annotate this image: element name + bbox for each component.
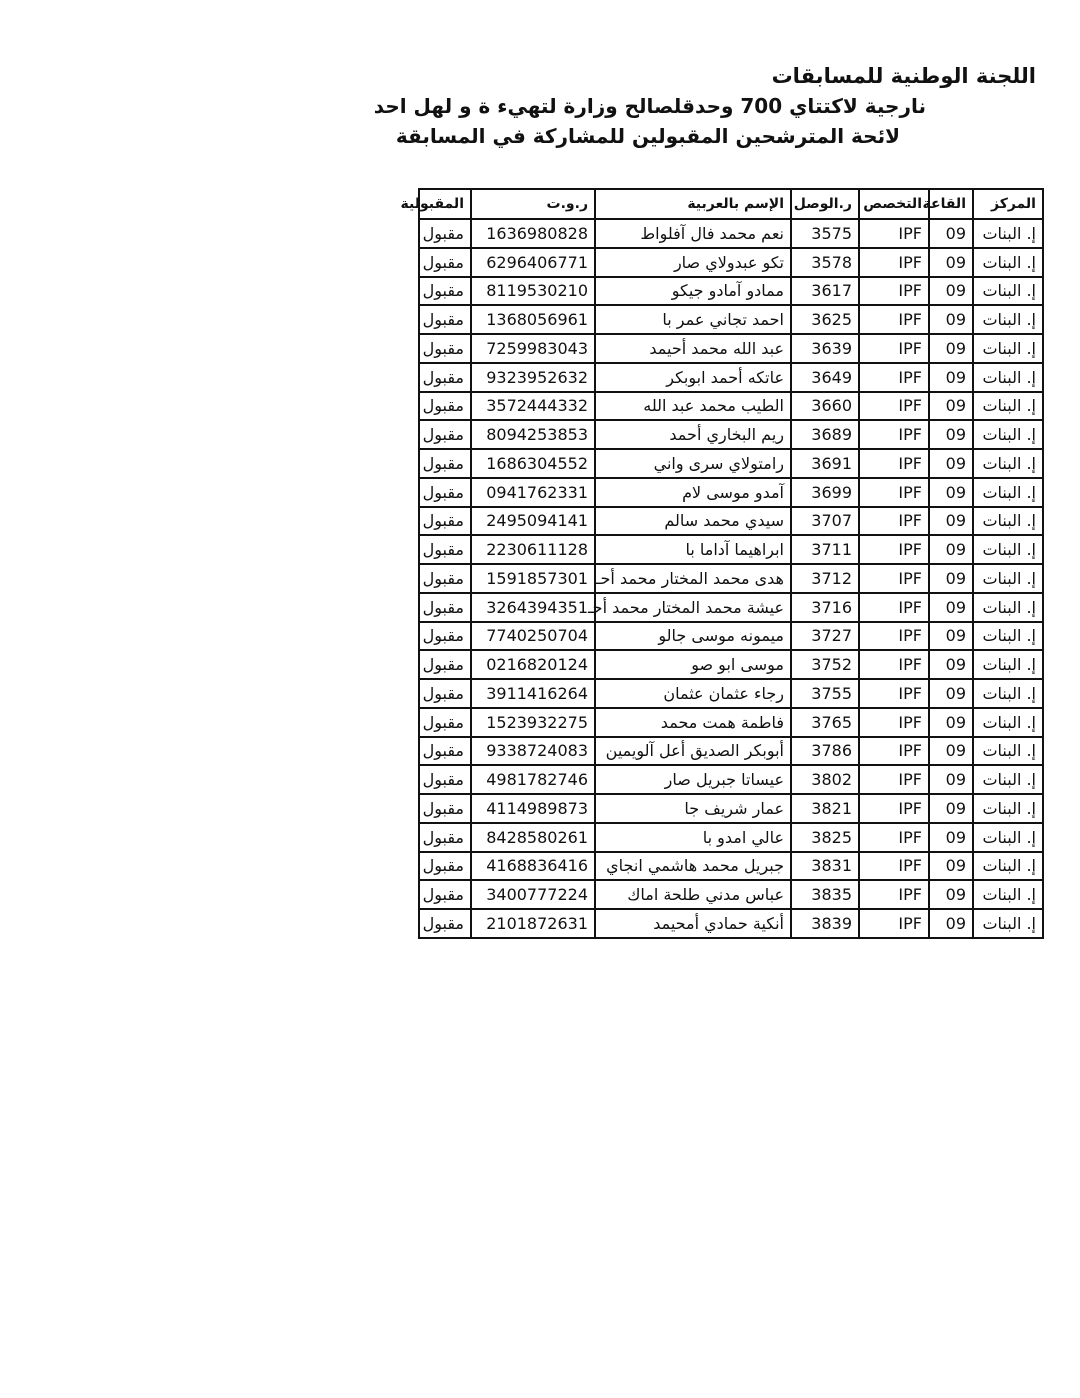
cell-center: إ. البنات (973, 363, 1043, 392)
cell-nni: 6296406771 (471, 248, 595, 277)
cell-room: 09 (929, 650, 973, 679)
cell-nni: 3400777224 (471, 880, 595, 909)
cell-nni: 1523932275 (471, 708, 595, 737)
cell-arabic-name: سيدي محمد سالم (595, 507, 791, 536)
cell-arabic-name: ممادو آمادو جيكو (595, 277, 791, 306)
cell-arabic-name: آمدو موسى لام (595, 478, 791, 507)
cell-nni: 8119530210 (471, 277, 595, 306)
cell-center: إ. البنات (973, 420, 1043, 449)
cell-center: إ. البنات (973, 564, 1043, 593)
cell-room: 09 (929, 909, 973, 938)
cell-center: إ. البنات (973, 852, 1043, 881)
cell-nni: 0216820124 (471, 650, 595, 679)
table-row (419, 535, 1043, 564)
cell-nni: 0941762331 (471, 478, 595, 507)
cell-specialty: IPF (859, 392, 929, 421)
cell-room: 09 (929, 765, 973, 794)
cell-receipt-number: 3707 (791, 507, 859, 536)
cell-receipt-number: 3802 (791, 765, 859, 794)
table-row (419, 852, 1043, 881)
cell-specialty: IPF (859, 765, 929, 794)
cell-receipt-number: 3578 (791, 248, 859, 277)
cell-specialty: IPF (859, 363, 929, 392)
cell-admissibility: مقبول (419, 449, 471, 478)
table-body (419, 219, 1043, 938)
cell-receipt-number: 3831 (791, 852, 859, 881)
cell-center: إ. البنات (973, 305, 1043, 334)
cell-arabic-name: فاطمة همت محمد (595, 708, 791, 737)
cell-specialty: IPF (859, 852, 929, 881)
cell-nni: 7740250704 (471, 622, 595, 651)
cell-center: إ. البنات (973, 507, 1043, 536)
cell-receipt-number: 3699 (791, 478, 859, 507)
cell-receipt-number: 3839 (791, 909, 859, 938)
cell-specialty: IPF (859, 305, 929, 334)
cell-center: إ. البنات (973, 650, 1043, 679)
cell-arabic-name: عيساتا جبريل صار (595, 765, 791, 794)
cell-center: إ. البنات (973, 823, 1043, 852)
cell-admissibility: مقبول (419, 507, 471, 536)
committee-title: اللجنة الوطنية للمسابقات (771, 64, 1036, 88)
cell-nni: 4114989873 (471, 794, 595, 823)
cell-nni: 3572444332 (471, 392, 595, 421)
cell-admissibility: مقبول (419, 593, 471, 622)
cell-nni: 4981782746 (471, 765, 595, 794)
cell-nni: 2101872631 (471, 909, 595, 938)
cell-arabic-name: أنكية حمادي أمحيمد (595, 909, 791, 938)
cell-specialty: IPF (859, 478, 929, 507)
table-row (419, 679, 1043, 708)
cell-room: 09 (929, 507, 973, 536)
col-header-center: المركز (973, 189, 1043, 219)
cell-admissibility: مقبول (419, 219, 471, 248)
document-header (374, 64, 1036, 148)
cell-nni: 1636980828 (471, 219, 595, 248)
cell-receipt-number: 3765 (791, 708, 859, 737)
cell-room: 09 (929, 794, 973, 823)
cell-arabic-name: عباس مدني طلحة اماك (595, 880, 791, 909)
cell-room: 09 (929, 334, 973, 363)
cell-arabic-name: جبريل محمد هاشمي انجاي (595, 852, 791, 881)
cell-center: إ. البنات (973, 449, 1043, 478)
cell-room: 09 (929, 420, 973, 449)
cell-center: إ. البنات (973, 535, 1043, 564)
cell-specialty: IPF (859, 823, 929, 852)
col-header-admissibility: المقبولية (419, 189, 471, 219)
cell-receipt-number: 3689 (791, 420, 859, 449)
table-row (419, 593, 1043, 622)
cell-arabic-name: ابراهيما آداما با (595, 535, 791, 564)
cell-admissibility: مقبول (419, 277, 471, 306)
cell-admissibility: مقبول (419, 334, 471, 363)
cell-room: 09 (929, 248, 973, 277)
cell-receipt-number: 3711 (791, 535, 859, 564)
cell-center: إ. البنات (973, 765, 1043, 794)
cell-center: إ. البنات (973, 478, 1043, 507)
cell-center: إ. البنات (973, 708, 1043, 737)
cell-receipt-number: 3617 (791, 277, 859, 306)
table-row (419, 219, 1043, 248)
cell-center: إ. البنات (973, 909, 1043, 938)
col-header-room: القاعة (929, 189, 973, 219)
table-row (419, 909, 1043, 938)
cell-receipt-number: 3639 (791, 334, 859, 363)
cell-admissibility: مقبول (419, 679, 471, 708)
cell-receipt-number: 3649 (791, 363, 859, 392)
cell-arabic-name: ميمونه موسى جالو (595, 622, 791, 651)
cell-admissibility: مقبول (419, 852, 471, 881)
cell-center: إ. البنات (973, 880, 1043, 909)
cell-admissibility: مقبول (419, 420, 471, 449)
cell-center: إ. البنات (973, 392, 1043, 421)
table-row (419, 765, 1043, 794)
cell-room: 09 (929, 823, 973, 852)
cell-admissibility: مقبول (419, 564, 471, 593)
cell-arabic-name: عمار شريف جا (595, 794, 791, 823)
cell-specialty: IPF (859, 507, 929, 536)
cell-room: 09 (929, 305, 973, 334)
cell-arabic-name: الطيب محمد عبد الله (595, 392, 791, 421)
cell-admissibility: مقبول (419, 392, 471, 421)
cell-receipt-number: 3716 (791, 593, 859, 622)
cell-specialty: IPF (859, 880, 929, 909)
cell-room: 09 (929, 392, 973, 421)
cell-room: 09 (929, 852, 973, 881)
cell-center: إ. البنات (973, 593, 1043, 622)
col-header-receipt-number: ر.الوصل (791, 189, 859, 219)
cell-nni: 9338724083 (471, 737, 595, 766)
cell-arabic-name: نعم محمد فال آفلواط (595, 219, 791, 248)
cell-room: 09 (929, 622, 973, 651)
cell-admissibility: مقبول (419, 823, 471, 852)
cell-room: 09 (929, 535, 973, 564)
table-row (419, 478, 1043, 507)
cell-nni: 7259983043 (471, 334, 595, 363)
cell-receipt-number: 3575 (791, 219, 859, 248)
table-row (419, 823, 1043, 852)
cell-center: إ. البنات (973, 334, 1043, 363)
cell-admissibility: مقبول (419, 363, 471, 392)
cell-room: 09 (929, 737, 973, 766)
table-row (419, 392, 1043, 421)
cell-specialty: IPF (859, 794, 929, 823)
cell-admissibility: مقبول (419, 535, 471, 564)
cell-nni: 3264394351 (471, 593, 595, 622)
cell-arabic-name: عالي امدو با (595, 823, 791, 852)
cell-specialty: IPF (859, 277, 929, 306)
cell-admissibility: مقبول (419, 909, 471, 938)
cell-receipt-number: 3727 (791, 622, 859, 651)
table-row (419, 794, 1043, 823)
cell-arabic-name: رجاء عثمان عثمان (595, 679, 791, 708)
cell-receipt-number: 3625 (791, 305, 859, 334)
table-row (419, 650, 1043, 679)
col-header-arabic-name: الإسم بالعربية (595, 189, 791, 219)
cell-center: إ. البنات (973, 219, 1043, 248)
cell-specialty: IPF (859, 564, 929, 593)
table-row (419, 420, 1043, 449)
cell-specialty: IPF (859, 737, 929, 766)
table-row (419, 507, 1043, 536)
cell-specialty: IPF (859, 650, 929, 679)
cell-admissibility: مقبول (419, 737, 471, 766)
cell-room: 09 (929, 478, 973, 507)
table-row (419, 277, 1043, 306)
cell-specialty: IPF (859, 420, 929, 449)
cell-receipt-number: 3691 (791, 449, 859, 478)
table-row (419, 334, 1043, 363)
table-row (419, 363, 1043, 392)
cell-specialty: IPF (859, 535, 929, 564)
table-row (419, 622, 1043, 651)
table-row (419, 248, 1043, 277)
cell-nni: 1686304552 (471, 449, 595, 478)
cell-admissibility: مقبول (419, 478, 471, 507)
cell-room: 09 (929, 449, 973, 478)
table-row (419, 449, 1043, 478)
table-row (419, 737, 1043, 766)
cell-receipt-number: 3752 (791, 650, 859, 679)
cell-admissibility: مقبول (419, 622, 471, 651)
cell-room: 09 (929, 564, 973, 593)
candidates-table (400, 188, 1044, 939)
cell-arabic-name: تكو عبدولاي صار (595, 248, 791, 277)
cell-admissibility: مقبول (419, 305, 471, 334)
cell-specialty: IPF (859, 219, 929, 248)
cell-receipt-number: 3755 (791, 679, 859, 708)
table-row (419, 305, 1043, 334)
table-row (419, 564, 1043, 593)
cell-room: 09 (929, 679, 973, 708)
cell-arabic-name: أبوبكر الصديق أعل آلويمين (595, 737, 791, 766)
cell-center: إ. البنات (973, 277, 1043, 306)
cell-specialty: IPF (859, 248, 929, 277)
cell-receipt-number: 3786 (791, 737, 859, 766)
table-header-row (419, 189, 1043, 219)
cell-arabic-name: رامتولاي سرى واني (595, 449, 791, 478)
cell-arabic-name: ريم البخاري أحمد (595, 420, 791, 449)
cell-specialty: IPF (859, 909, 929, 938)
cell-arabic-name: احمد تجاني عمر با (595, 305, 791, 334)
col-header-nni: ر.و.ت (471, 189, 595, 219)
cell-nni: 2230611128 (471, 535, 595, 564)
cell-nni: 8428580261 (471, 823, 595, 852)
cell-room: 09 (929, 708, 973, 737)
cell-admissibility: مقبول (419, 880, 471, 909)
table-row (419, 880, 1043, 909)
cell-admissibility: مقبول (419, 248, 471, 277)
cell-nni: 9323952632 (471, 363, 595, 392)
cell-arabic-name: موسى ابو صو (595, 650, 791, 679)
cell-nni: 3911416264 (471, 679, 595, 708)
cell-room: 09 (929, 593, 973, 622)
table-row (419, 708, 1043, 737)
cell-specialty: IPF (859, 622, 929, 651)
cell-specialty: IPF (859, 679, 929, 708)
cell-arabic-name: عيشة محمد المختار محمد أحـ (595, 593, 791, 622)
cell-receipt-number: 3821 (791, 794, 859, 823)
cell-receipt-number: 3712 (791, 564, 859, 593)
cell-arabic-name: هدى محمد المختار محمد أحـ (595, 564, 791, 593)
cell-admissibility: مقبول (419, 650, 471, 679)
cell-specialty: IPF (859, 449, 929, 478)
competition-subtitle: نارجية لاكتتاي 700 وحدقلصالح وزارة لتهيء ة و لهل احد (373, 94, 926, 118)
cell-nni: 1591857301 (471, 564, 595, 593)
cell-center: إ. البنات (973, 679, 1043, 708)
cell-room: 09 (929, 277, 973, 306)
cell-arabic-name: عاتكه أحمد ابوبكر (595, 363, 791, 392)
cell-arabic-name: عبد الله محمد أحيمد (595, 334, 791, 363)
cell-center: إ. البنات (973, 737, 1043, 766)
cell-specialty: IPF (859, 708, 929, 737)
cell-specialty: IPF (859, 334, 929, 363)
cell-receipt-number: 3660 (791, 392, 859, 421)
cell-specialty: IPF (859, 593, 929, 622)
cell-admissibility: مقبول (419, 708, 471, 737)
cell-nni: 4168836416 (471, 852, 595, 881)
cell-receipt-number: 3825 (791, 823, 859, 852)
cell-center: إ. البنات (973, 622, 1043, 651)
cell-nni: 8094253853 (471, 420, 595, 449)
col-header-specialty: التخصص (859, 189, 929, 219)
cell-room: 09 (929, 880, 973, 909)
cell-center: إ. البنات (973, 794, 1043, 823)
cell-admissibility: مقبول (419, 765, 471, 794)
list-title: لائحة المترشحين المقبولين للمشاركة في المسابقة (395, 124, 900, 148)
cell-admissibility: مقبول (419, 794, 471, 823)
cell-center: إ. البنات (973, 248, 1043, 277)
cell-room: 09 (929, 219, 973, 248)
cell-nni: 1368056961 (471, 305, 595, 334)
cell-receipt-number: 3835 (791, 880, 859, 909)
cell-nni: 2495094141 (471, 507, 595, 536)
cell-room: 09 (929, 363, 973, 392)
